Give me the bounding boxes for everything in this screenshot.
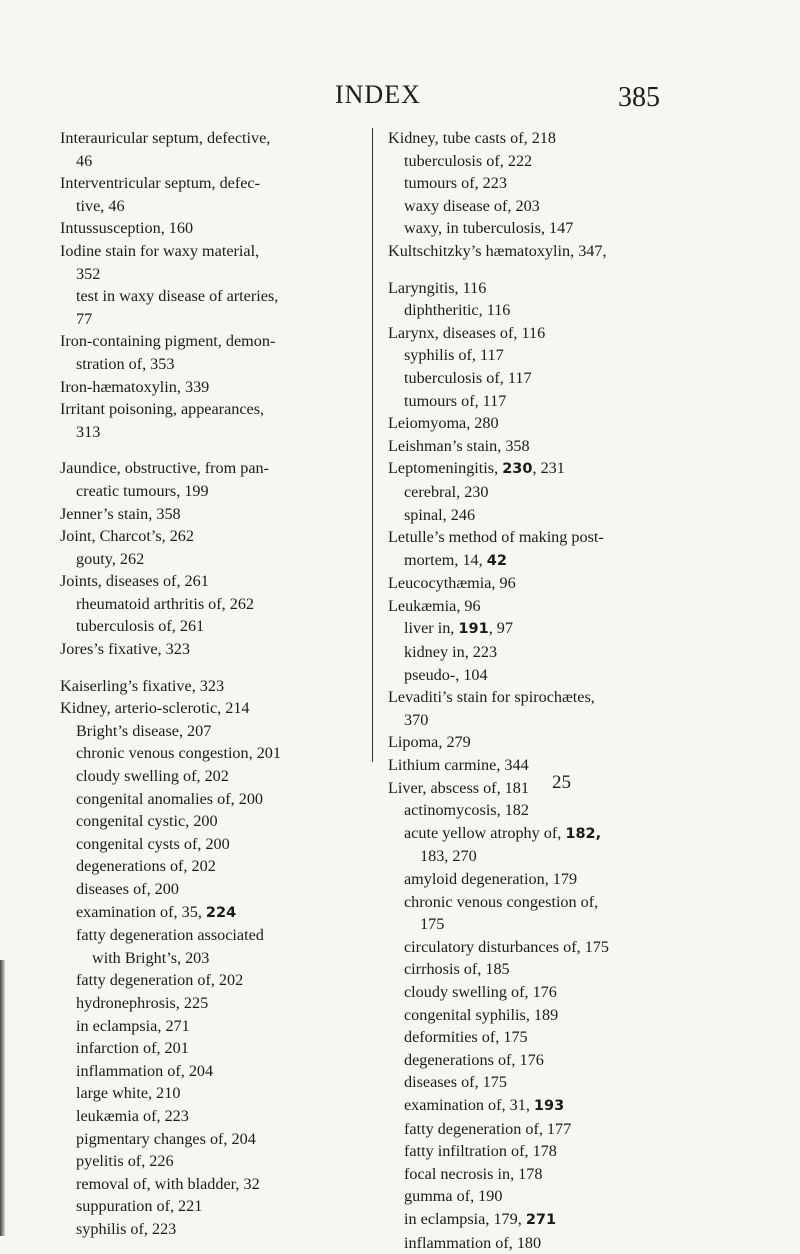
index-entry <box>60 330 370 353</box>
index-entry-text: 77 <box>76 310 92 328</box>
index-entry-text: Leishman’s stain, 358 <box>388 437 530 455</box>
index-entry <box>388 1071 712 1094</box>
signature-mark: 25 <box>552 772 571 794</box>
index-entry <box>388 549 712 573</box>
index-entry <box>60 1060 370 1083</box>
index-entry-text-after: , 97 <box>489 619 513 637</box>
index-entry-text: Interventricular septum, defec- <box>60 174 260 192</box>
index-entry <box>388 435 712 458</box>
index-entry <box>60 742 370 765</box>
index-entry <box>388 1208 712 1232</box>
index-entry-text: congenital cysts of, 200 <box>76 835 230 853</box>
index-entry-text: creatic tumours, 199 <box>76 482 209 500</box>
index-entry <box>60 855 370 878</box>
index-entry-text: Iron-hæmatoxylin, 339 <box>60 378 209 396</box>
index-entry-text: Letulle’s method of making post- <box>388 528 604 546</box>
index-entry <box>60 285 370 308</box>
index-entry-text: in eclampsia, 271 <box>76 1017 190 1035</box>
index-entry <box>388 457 712 481</box>
index-entry-text: waxy disease of, 203 <box>404 197 540 215</box>
index-entry-text: 352 <box>76 265 100 283</box>
index-entry-text: degenerations of, 202 <box>76 857 216 875</box>
index-entry <box>388 1140 712 1163</box>
index-entry-text: examination of, 31, <box>404 1096 534 1114</box>
index-entry-text: Joint, Charcot’s, 262 <box>60 527 194 545</box>
index-entry-text: tumours of, 117 <box>404 392 506 410</box>
index-entry <box>60 376 370 399</box>
index-entry-text: 370 <box>404 711 428 729</box>
index-entry <box>388 709 712 732</box>
index-entry <box>388 1232 712 1254</box>
index-entry <box>388 1004 712 1027</box>
section-gap <box>60 661 370 675</box>
index-entry <box>60 525 370 548</box>
index-entry-text: Leptomeningitis, <box>388 459 502 477</box>
index-entry-text: diseases of, 175 <box>404 1073 507 1091</box>
index-entry <box>60 570 370 593</box>
index-entry-text: cloudy swelling of, 176 <box>404 983 557 1001</box>
index-entry <box>60 240 370 263</box>
index-entry-text: 175 <box>420 915 444 933</box>
index-entry-text: stration of, 353 <box>76 355 174 373</box>
index-entry-text: circulatory disturbances of, 175 <box>404 938 609 956</box>
index-entry <box>388 1163 712 1186</box>
index-entry-text: leukæmia of, 223 <box>76 1107 189 1125</box>
index-entry-text: cerebral, 230 <box>404 483 489 501</box>
index-entry <box>60 697 370 720</box>
index-entry <box>60 308 370 331</box>
index-entry-text: Levaditi’s stain for spirochætes, <box>388 688 595 706</box>
bold-page-ref: 193 <box>534 1098 564 1114</box>
index-entry <box>60 1082 370 1105</box>
index-entry <box>388 150 712 173</box>
index-entry-text: Kidney, arterio-sclerotic, 214 <box>60 699 250 717</box>
index-entry-text: examination of, 35, <box>76 903 206 921</box>
index-entry-text: Irritant poisoning, appearances, <box>60 400 264 418</box>
index-entry <box>60 217 370 240</box>
index-entry-text: mortem, 14, <box>404 551 487 569</box>
index-entry <box>60 593 370 616</box>
index-column-left <box>60 127 370 1241</box>
index-entry-text: pseudo-, 104 <box>404 666 488 684</box>
index-entry <box>60 615 370 638</box>
index-entry-text: syphilis of, 223 <box>76 1220 176 1238</box>
index-entry <box>388 981 712 1004</box>
index-entry <box>60 947 370 970</box>
index-entry-text: congenital anomalies of, 200 <box>76 790 263 808</box>
index-entry <box>388 799 712 822</box>
index-entry-text: 183, 270 <box>420 847 477 865</box>
index-entry <box>60 833 370 856</box>
index-entry <box>388 777 712 800</box>
index-entry-text: congenital cystic, 200 <box>76 812 218 830</box>
index-entry-text: actinomycosis, 182 <box>404 801 529 819</box>
index-entry <box>60 924 370 947</box>
index-entry-text: Kaiserling’s fixative, 323 <box>60 677 224 695</box>
index-entry <box>60 878 370 901</box>
index-entry <box>60 992 370 1015</box>
index-entry-text: 313 <box>76 423 100 441</box>
index-entry-text: Joints, diseases of, 261 <box>60 572 209 590</box>
index-entry <box>388 891 712 914</box>
index-entry-text: 46 <box>76 152 92 170</box>
index-entry <box>60 765 370 788</box>
index-entry-text: kidney in, 223 <box>404 643 497 661</box>
index-entry-text: tumours of, 223 <box>404 174 507 192</box>
index-entry-text: Interauricular septum, defective, <box>60 129 270 147</box>
index-entry <box>388 412 712 435</box>
bold-page-ref: 271 <box>526 1212 556 1228</box>
index-entry-text: diphtheritic, 116 <box>404 301 510 319</box>
index-entry <box>60 263 370 286</box>
index-entry-text: waxy, in tuberculosis, 147 <box>404 219 573 237</box>
bold-page-ref: 230 <box>502 461 532 477</box>
index-entry-text: focal necrosis in, 178 <box>404 1165 542 1183</box>
index-entry <box>388 504 712 527</box>
index-entry-text: spinal, 246 <box>404 506 475 524</box>
index-entry-text: suppuration of, 221 <box>76 1197 202 1215</box>
index-entry-text: cloudy swelling of, 202 <box>76 767 229 785</box>
index-entry <box>60 1173 370 1196</box>
index-entry <box>60 810 370 833</box>
index-entry-text: Lipoma, 279 <box>388 733 471 751</box>
index-entry <box>388 641 712 664</box>
index-entry-text-after: , 231 <box>532 459 564 477</box>
index-entry-text: fatty infiltration of, 178 <box>404 1142 557 1160</box>
index-entry <box>388 217 712 240</box>
index-entry-text: rheumatoid arthritis of, 262 <box>76 595 254 613</box>
index-entry <box>388 1185 712 1208</box>
index-entry <box>388 1026 712 1049</box>
index-entry <box>60 1105 370 1128</box>
index-entry-text: fatty degeneration associated <box>76 926 264 944</box>
index-entry <box>60 901 370 925</box>
index-entry-text: pigmentary changes of, 204 <box>76 1130 256 1148</box>
index-entry <box>60 480 370 503</box>
index-entry <box>60 457 370 480</box>
index-entry-text: tive, 46 <box>76 197 125 215</box>
index-entry <box>388 958 712 981</box>
index-entry-text: diseases of, 200 <box>76 880 179 898</box>
index-entry <box>388 526 712 549</box>
index-entry <box>388 913 712 936</box>
index-entry-text: hydronephrosis, 225 <box>76 994 208 1012</box>
page-title: INDEX <box>335 80 421 110</box>
section-gap <box>60 443 370 457</box>
index-entry-text: Laryngitis, 116 <box>388 279 486 297</box>
index-entry <box>388 299 712 322</box>
page-header <box>0 80 800 120</box>
index-entry-text: fatty degeneration of, 177 <box>404 1120 571 1138</box>
index-entry <box>60 1128 370 1151</box>
index-entry-text: removal of, with bladder, 32 <box>76 1175 260 1193</box>
index-entry <box>60 969 370 992</box>
index-entry-text: Iodine stain for waxy material, <box>60 242 259 260</box>
index-entry-text: acute yellow atrophy of, <box>404 824 565 842</box>
index-entry <box>60 1195 370 1218</box>
index-entry-text: gumma of, 190 <box>404 1187 502 1205</box>
index-entry <box>388 617 712 641</box>
index-entry <box>60 548 370 571</box>
index-entry <box>388 127 712 150</box>
index-entry <box>60 398 370 421</box>
index-entry-text: Bright’s disease, 207 <box>76 722 211 740</box>
section-gap <box>388 263 712 277</box>
index-entry <box>60 638 370 661</box>
index-entry <box>60 788 370 811</box>
index-entry <box>388 240 712 263</box>
index-entry-text: degenerations of, 176 <box>404 1051 544 1069</box>
index-entry-text: cirrhosis of, 185 <box>404 960 510 978</box>
index-entry <box>60 1037 370 1060</box>
index-entry-text: Jenner’s stain, 358 <box>60 505 181 523</box>
index-entry <box>388 322 712 345</box>
index-entry-text: Leucocythæmia, 96 <box>388 574 516 592</box>
index-entry <box>60 127 370 150</box>
index-entry-text: Jaundice, obstructive, from pan- <box>60 459 269 477</box>
index-entry-text: test in waxy disease of arteries, <box>76 287 278 305</box>
index-entry-text: fatty degeneration of, 202 <box>76 971 243 989</box>
bold-page-ref: 42 <box>487 553 507 569</box>
index-entry-text: infarction of, 201 <box>76 1039 189 1057</box>
index-entry <box>60 503 370 526</box>
bold-page-ref: 224 <box>206 905 236 921</box>
page-edge-shadow <box>0 960 5 1236</box>
index-entry-text: Liver, abscess of, 181 <box>388 779 529 797</box>
index-entry <box>60 1218 370 1241</box>
index-entry-text: inflammation of, 180 <box>404 1234 541 1252</box>
index-entry-text: Kultschitzky’s hæmatoxylin, 347, <box>388 242 607 260</box>
index-entry-text: Intussusception, 160 <box>60 219 193 237</box>
index-entry <box>388 172 712 195</box>
index-entry <box>388 754 712 777</box>
index-entry <box>60 675 370 698</box>
index-entry-text: amyloid degeneration, 179 <box>404 870 577 888</box>
index-entry <box>60 720 370 743</box>
index-entry <box>388 277 712 300</box>
index-entry <box>388 367 712 390</box>
index-entry <box>60 421 370 444</box>
index-entry-text: in eclampsia, 179, <box>404 1210 526 1228</box>
index-entry <box>60 1015 370 1038</box>
index-column-right <box>388 127 712 1254</box>
index-entry <box>60 150 370 173</box>
index-entry <box>388 664 712 687</box>
index-entry-text: chronic venous congestion of, <box>404 893 598 911</box>
index-entry <box>60 353 370 376</box>
index-entry-text: congenital syphilis, 189 <box>404 1006 558 1024</box>
index-entry-text: pyelitis of, 226 <box>76 1152 174 1170</box>
index-entry <box>388 572 712 595</box>
index-entry-text: Jores’s fixative, 323 <box>60 640 190 658</box>
index-entry-text: tuberculosis of, 117 <box>404 369 532 387</box>
index-entry-text: inflammation of, 204 <box>76 1062 213 1080</box>
index-entry <box>388 595 712 618</box>
index-entry <box>388 344 712 367</box>
index-entry-text: Leukæmia, 96 <box>388 597 481 615</box>
index-entry <box>388 868 712 891</box>
index-entry-text: tuberculosis of, 261 <box>76 617 204 635</box>
index-entry <box>60 172 370 195</box>
column-divider <box>372 128 373 762</box>
index-entry-text: Iron-containing pigment, demon- <box>60 332 275 350</box>
index-entry <box>388 845 712 868</box>
index-entry-text: chronic venous congestion, 201 <box>76 744 281 762</box>
index-entry <box>388 731 712 754</box>
index-entry-text: Lithium carmine, 344 <box>388 756 529 774</box>
index-entry <box>388 1049 712 1072</box>
index-entry <box>388 195 712 218</box>
bold-page-ref: 182, <box>565 826 601 842</box>
index-entry <box>60 195 370 218</box>
index-entry <box>388 390 712 413</box>
index-entry-text: with Bright’s, 203 <box>92 949 209 967</box>
page-number: 385 <box>618 82 660 114</box>
index-entry <box>388 686 712 709</box>
index-entry-text: syphilis of, 117 <box>404 346 504 364</box>
index-entry-text: deformities of, 175 <box>404 1028 528 1046</box>
bold-page-ref: 191 <box>458 621 488 637</box>
index-entry-text: liver in, <box>404 619 458 637</box>
index-entry-text: Larynx, diseases of, 116 <box>388 324 545 342</box>
index-entry <box>388 481 712 504</box>
index-entry-text: tuberculosis of, 222 <box>404 152 532 170</box>
index-entry-text: large white, 210 <box>76 1084 180 1102</box>
index-entry-text: gouty, 262 <box>76 550 144 568</box>
index-entry <box>388 936 712 959</box>
index-entry-text: Leiomyoma, 280 <box>388 414 499 432</box>
index-entry-text: Kidney, tube casts of, 218 <box>388 129 556 147</box>
index-entry <box>388 1118 712 1141</box>
index-entry <box>388 822 712 846</box>
index-entry <box>60 1150 370 1173</box>
index-entry <box>388 1094 712 1118</box>
